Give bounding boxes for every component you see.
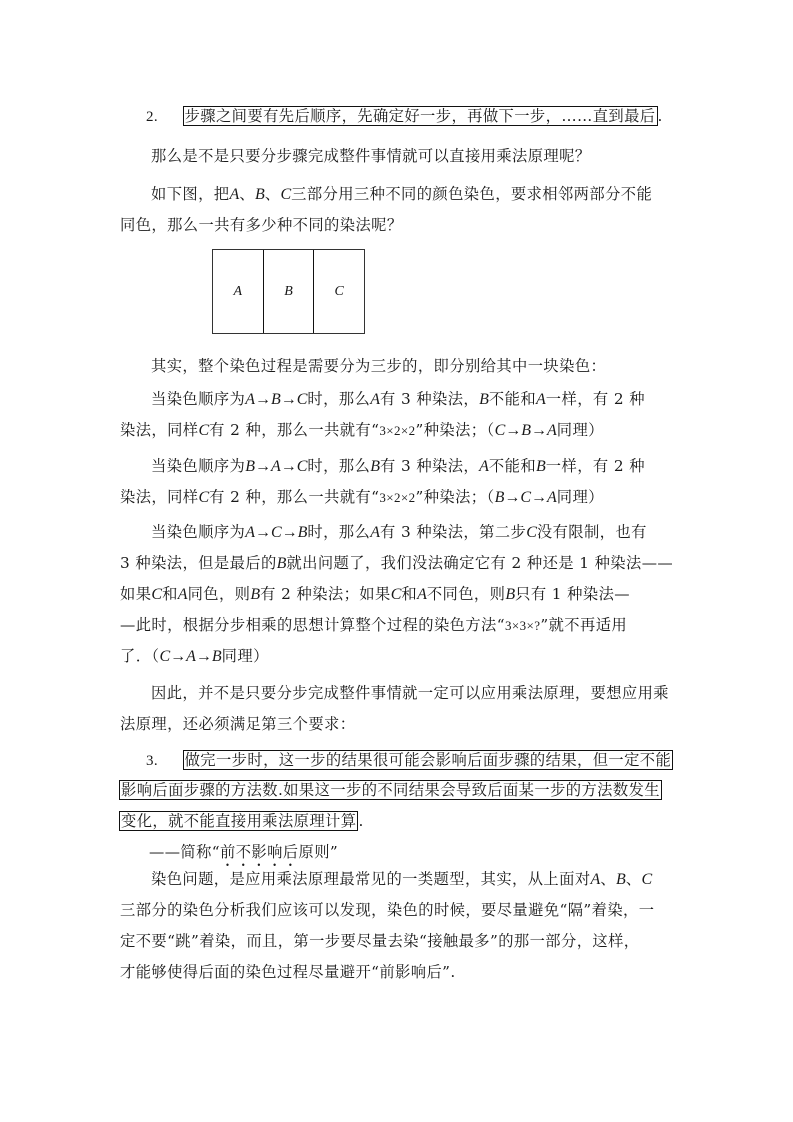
var-a: A (229, 186, 240, 203)
order: B→C→A (494, 489, 557, 506)
steps-paragraph: 其实，整个染色过程是需要分为三步的，即分别给其中一块染色： (151, 357, 607, 375)
rule-item-3-line-1 (146, 749, 673, 771)
text: ”种染法；（ (415, 488, 495, 506)
rule-item-3-line-2 (119, 779, 662, 801)
text: 三部分用三种不同的颜色染色，要求相邻两部分不能 (291, 185, 653, 203)
conclusion-line-1 (151, 868, 652, 890)
var: A (177, 586, 188, 603)
figure-intro-line-1 (151, 183, 652, 205)
text: 、 (239, 185, 255, 203)
order: A→B→C (245, 391, 308, 408)
var-b: B (254, 186, 265, 203)
text: 如下图，把 (151, 185, 230, 203)
text: 不能和 (488, 390, 537, 408)
text: 有 2 种，那么一共就有“ (209, 421, 380, 439)
var: C (198, 489, 210, 506)
text: 只有 1 种染法— (515, 585, 630, 603)
text: 当染色顺序为 (151, 523, 246, 541)
region-a: A (233, 283, 243, 299)
text: 有 3 种染法， (379, 390, 480, 408)
var: C (526, 524, 537, 541)
formula: 3×2×2 (379, 490, 416, 505)
rule-boxed-text: 变化，就不能直接用乘法原理计算 (121, 812, 357, 830)
text: ”就不再适用 (540, 616, 628, 634)
rule-item-2 (146, 105, 663, 127)
var: B (276, 555, 287, 572)
var-a: A (590, 871, 601, 888)
var-c: C (280, 186, 292, 203)
rule-period: . (657, 107, 663, 125)
var: B (370, 458, 380, 475)
text: 不同色，则 (426, 585, 506, 603)
text: 、 (264, 185, 281, 203)
rule-number: 3. (146, 753, 159, 769)
question-paragraph: 那么是不是只要分步骤完成整件事情就可以直接用乘法原理呢？ (151, 147, 591, 165)
text: 一样，有 2 种 (545, 457, 645, 475)
case-2-line-2 (120, 486, 604, 508)
case-1-line-1 (151, 388, 645, 410)
var: A (479, 458, 489, 475)
text: 、 (625, 870, 642, 888)
var: B (250, 586, 261, 603)
conclusion-line-3: 定不要“跳”着染，而且，第一步要尽量去染“接触最多”的那一部分，这样， (120, 932, 640, 950)
conclusion-line-4: 才能够使得后面的染色过程尽量避开“前影响后”. (120, 963, 456, 981)
text: ”种染法；（ (415, 421, 495, 439)
order: C→A→B (159, 648, 222, 665)
case-3-line-2 (120, 552, 673, 574)
var: B (505, 586, 516, 603)
case-3-line-4 (120, 614, 627, 636)
region-c: C (313, 250, 364, 333)
therefore-line-2: 法原理，还必须满足第三个要求： (120, 715, 356, 733)
text: 同理） (556, 421, 604, 439)
text: 原则” (298, 843, 339, 861)
text: 一样，有 2 种 (545, 390, 645, 408)
text: 有 3 种染法， (379, 457, 480, 475)
order: C→B→A (494, 422, 557, 439)
rule-item-3-line-3 (119, 810, 364, 832)
conclusion-line-2: 三部分的染色分析我们应该可以发现，染色的时候，要尽量避免“隔”着染，一 (120, 901, 655, 919)
text: 染法，同样 (120, 421, 199, 439)
var: B (536, 458, 546, 475)
var: C (390, 586, 402, 603)
text: 就出问题了，我们没法确定它有 2 种还是 1 种染法—— (286, 554, 674, 572)
text: 当染色顺序为 (151, 390, 246, 408)
emphasized-text: 前不影响后 (220, 843, 299, 861)
order: A→C→B (245, 524, 308, 541)
rule-boxed-text: 影响后面步骤的方法数.如果这一步的不同结果会导致后面某一步的方法数发生 (121, 781, 660, 799)
text: 染法，同样 (120, 488, 199, 506)
var: C (151, 586, 163, 603)
case-1-line-2 (120, 419, 604, 441)
text: —此时，根据分步相乘的思想计算整个过程的染色方法“ (120, 616, 505, 634)
text: 和 (401, 585, 418, 603)
text: 同理） (556, 488, 604, 506)
var: A (370, 391, 380, 408)
var: A (370, 524, 380, 541)
case-3-line-1 (151, 521, 647, 543)
rule-boxed-text: 步骤之间要有先后顺序，先确定好一步，再做下一步，……直到最后 (184, 107, 656, 125)
var: A (417, 586, 427, 603)
text: 、 (600, 870, 616, 888)
text: 当染色顺序为 (151, 457, 246, 475)
figure-intro-line-2: 同色，那么一共有多少种不同的染法呢？ (120, 216, 403, 234)
case-2-line-1 (151, 455, 645, 477)
case-3-line-3 (120, 583, 630, 605)
text: 3 种染法，但是最后的 (120, 554, 277, 572)
text: 时，那么 (307, 523, 371, 541)
therefore-line-1: 因此，并不是只要分步完成整件事情就一定可以应用乘法原理，要想应用乘 (151, 684, 669, 702)
text: 不能和 (488, 457, 537, 475)
text: 有 3 种染法，第二步 (379, 523, 527, 541)
rule-period: . (358, 812, 364, 830)
region-b: B (263, 250, 314, 333)
text: 了．（ (120, 647, 160, 665)
rule-boxed-text: 做完一步时，这一步的结果很可能会影响后面步骤的结果，但一定不能 (184, 751, 672, 769)
text: 时，那么 (307, 457, 371, 475)
var-b: B (616, 871, 626, 888)
abc-region-figure (212, 249, 365, 334)
text: 染色问题，是应用乘法原理最常见的一类题型，其实，从上面对 (151, 870, 591, 888)
formula: 3×2×2 (379, 423, 416, 438)
principle-name (149, 841, 338, 863)
rule-number: 2. (146, 109, 159, 125)
case-3-line-5 (120, 645, 269, 667)
text: 有 2 种，那么一共就有“ (209, 488, 380, 506)
text: 同色，则 (187, 585, 251, 603)
text: 和 (162, 585, 178, 603)
text: 时，那么 (307, 390, 371, 408)
text: 没有限制，也有 (536, 523, 647, 541)
var: C (198, 422, 210, 439)
formula: 3×3×? (504, 618, 541, 633)
order: B→A→C (245, 458, 308, 475)
text: 同理） (221, 647, 269, 665)
text: ——简称“ (149, 843, 221, 861)
var: A (536, 391, 546, 408)
var: B (479, 391, 489, 408)
text: 如果 (120, 585, 152, 603)
text: 有 2 种染法；如果 (260, 585, 391, 603)
var-c: C (641, 871, 653, 888)
